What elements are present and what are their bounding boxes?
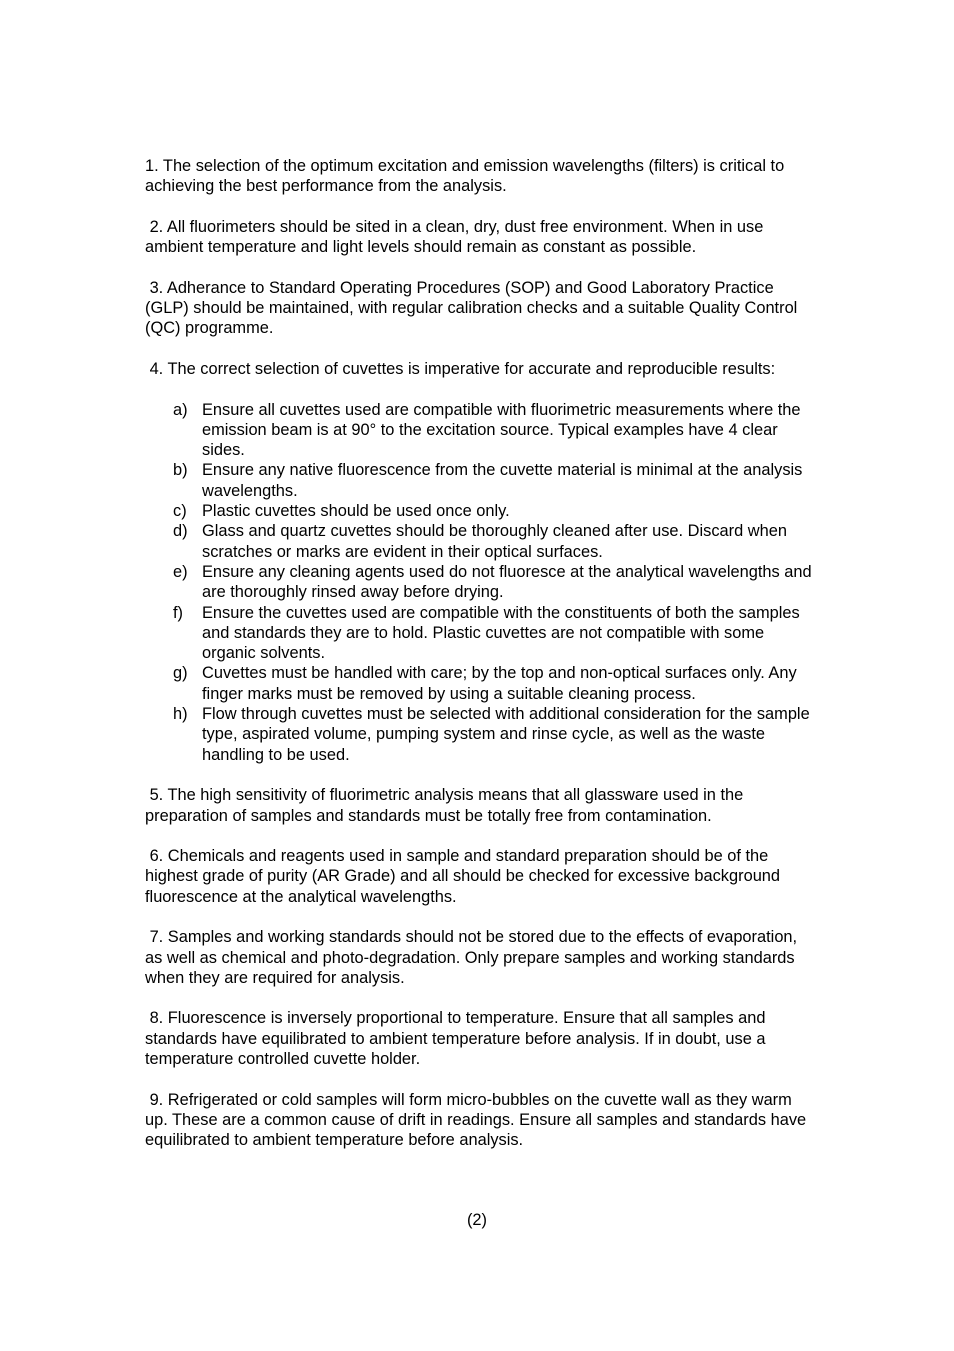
list-item-text: Flow through cuvettes must be selected with additional consideration for the sample type, aspirated volume, pumping system and rinse cycle, as well as the waste handling to be used. xyxy=(202,705,810,764)
list-marker: b) xyxy=(173,461,188,480)
paragraph-6: 6. Chemicals and reagents used in sample and standard preparation should be of the highest grade of purity (AR Grade) and all should be checked for excessive background fluorescence at the analytical wavelengths. xyxy=(145,847,785,906)
list-marker: e) xyxy=(173,562,188,581)
list-item-text: Ensure any cleaning agents used do not fluoresce at the analytical wavelengths and are thoroughly rinsed away before drying. xyxy=(202,562,812,602)
list-item xyxy=(173,704,815,765)
page-content xyxy=(145,156,815,1171)
paragraph-8: 8. Fluorescence is inversely proportional to temperature. Ensure that all samples and standards have equilibrated to ambient temperature before analysis. If in doubt, use a temperature controlled cuvette holder. xyxy=(145,1009,771,1069)
paragraph-7: 7. Samples and working standards should not be stored due to the effects of evaporation, as well as chemical and photo-degradation. Only prepare samples and working standards when they are required for analysis. xyxy=(145,928,802,987)
list-item xyxy=(173,562,815,603)
paragraph-1: 1. The selection of the optimum excitation and emission wavelengths (filters) is critical to achieving the best performance from the analysis. xyxy=(145,157,789,196)
paragraph-9: 9. Refrigerated or cold samples will form micro-bubbles on the cuvette wall as they warm up. These are a common cause of drift in readings. Ensure all samples and standards have equilibrated to ambient temperature before analysis. xyxy=(145,1090,811,1150)
list-item-text: Cuvettes must be handled with care; by the top and non-optical surfaces only. Any finger marks must be removed by using a suitable cleaning process. xyxy=(202,664,797,703)
list-item xyxy=(173,521,815,562)
list-item xyxy=(173,460,815,501)
list-item-text: Glass and quartz cuvettes should be thoroughly cleaned after use. Discard when scratches or marks are evident in their optical surfaces. xyxy=(202,522,787,561)
paragraph-4: 4. The correct selection of cuvettes is imperative for accurate and reproducible results: xyxy=(145,359,776,378)
list-item xyxy=(173,663,815,704)
list-marker: h) xyxy=(173,705,188,724)
list-item xyxy=(173,400,815,461)
paragraph-2: 2. All fluorimeters should be sited in a clean, dry, dust free environment. When in use ambient temperature and light levels should remain as constant as possible. xyxy=(145,217,768,257)
list-item-text: Ensure the cuvettes used are compatible with the constituents of both the samples and standards they are to hold. Plastic cuvettes are not compatible with some organic solvents. xyxy=(202,603,800,663)
paragraph-5: 5. The high sensitivity of fluorimetric analysis means that all glassware used in the preparation of samples and standards must be totally free from contamination. xyxy=(145,786,748,825)
list-item xyxy=(173,603,815,664)
page-number: (2) xyxy=(466,1211,488,1229)
list-item-text: Plastic cuvettes should be used once only. xyxy=(202,502,510,521)
list-marker: g) xyxy=(173,664,188,683)
list-item-text: Ensure all cuvettes used are compatible with fluorimetric measurements where the emission beam is at 90° to the excitation source. Typical examples have 4 clear sides. xyxy=(202,400,801,460)
paragraph-3: 3. Adherance to Standard Operating Procedures (SOP) and Good Laboratory Practice (GLP) should be maintained, with regular calibration checks and a suitable Quality Control (QC) programme. xyxy=(145,278,802,338)
list-marker: d) xyxy=(173,522,188,541)
cuvette-guidelines-list xyxy=(145,400,815,765)
list-marker: a) xyxy=(173,400,188,419)
list-marker: c) xyxy=(173,502,187,521)
list-marker: f) xyxy=(173,603,184,622)
list-item-text: Ensure any native fluorescence from the cuvette material is minimal at the analysis wavelengths. xyxy=(202,461,803,500)
list-item xyxy=(173,501,815,521)
